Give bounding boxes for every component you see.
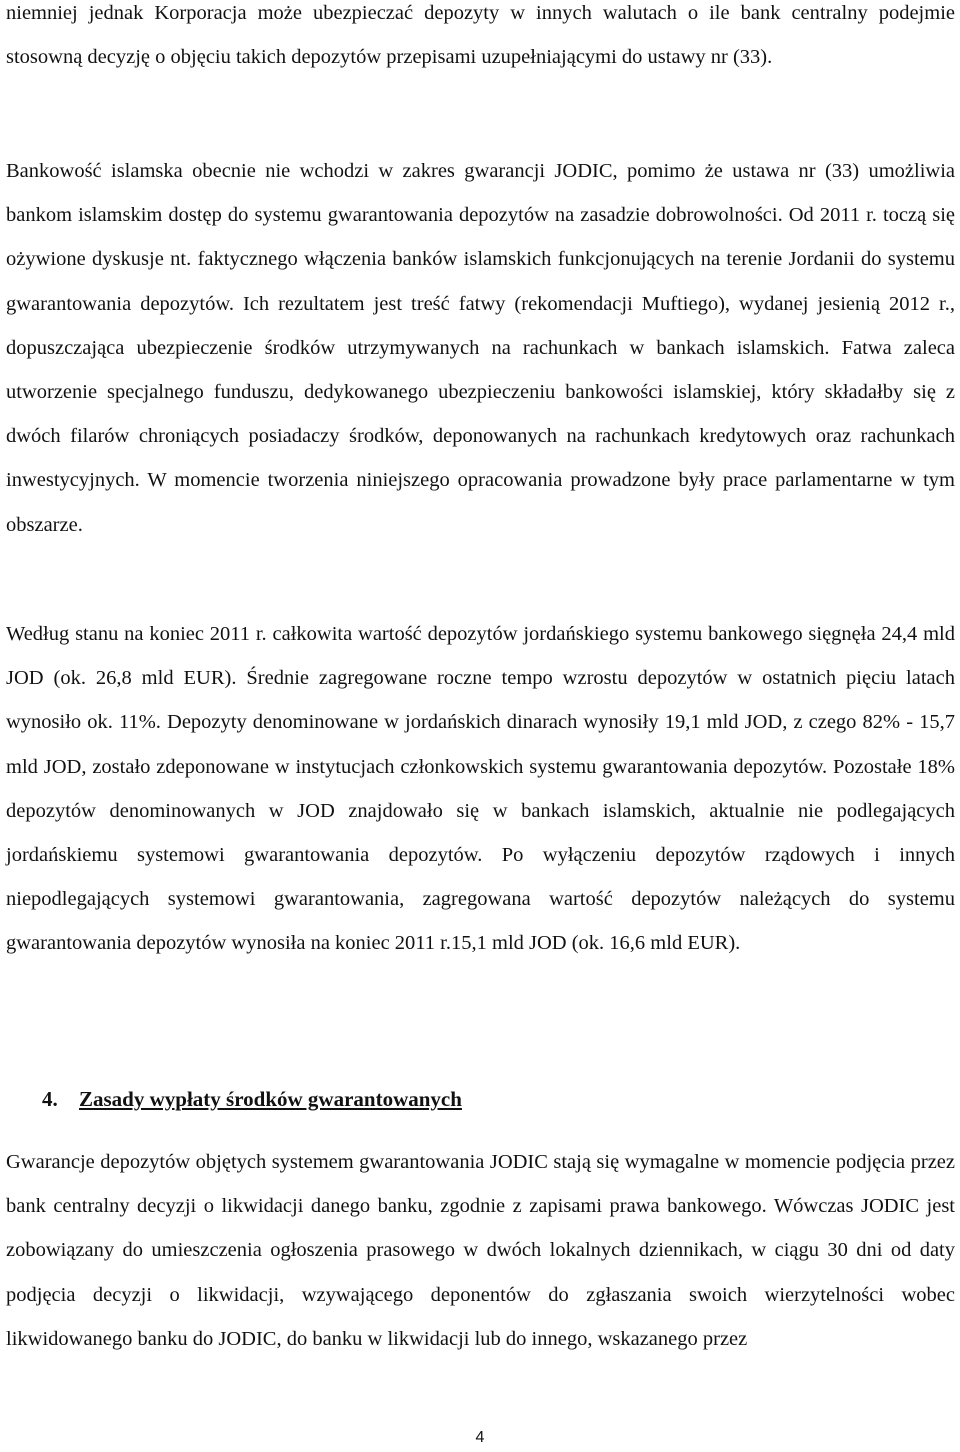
section-title: Zasady wypłaty środków gwarantowanych	[79, 1087, 462, 1111]
paragraph-payout-rules: Gwarancje depozytów objętych systemem gwarantowania JODIC stają się wymagalne w momencie podjęcia przez bank centralny decyzji o likwidacji danego banku, zgodnie z zapisami prawa bankowego. Wówczas JODIC jest zobowiązany do umieszczenia ogłoszenia prasowego w dwóch lokalnych dziennikach, w ciągu 30 dni od daty podjęcia decyzji o likwidacji, wzywającego deponentów do zgłaszania swoich wierzytelności wobec likwidowanego banku do JODIC, do banku w likwidacji lub do innego, wskazanego przez	[6, 1151, 955, 1350]
paragraph-islamic-banking: Bankowość islamska obecnie nie wchodzi w zakres gwarancji JODIC, pomimo że ustawa nr (33) umożliwia bankom islamskim dostęp do systemu gwarantowania depozytów na zasadzie dobrowolności. Od 2011 r. toczą się ożywione dyskusje nt. faktycznego włączenia banków islamskich funkcjonujących na terenie Jordanii do systemu gwarantowania depozytów. Ich rezultatem jest treść fatwy (rekomendacji Muftiego), wydanej jesienią 2012 r., dopuszczająca ubezpieczenie środków utrzymywanych na rachunkach w bankach islamskich. Fatwa zaleca utworzenie specjalnego funduszu, dedykowanego ubezpieczeniu bankowości islamskiej, który składałby się z dwóch filarów chroniących posiadaczy środków, deponowanych na rachunkach kredytowych oraz rachunkach inwestycyjnych. W momencie tworzenia niniejszego opracowania prowadzone były prace parlamentarne w tym obszarze.	[6, 160, 955, 536]
page-number: 4	[475, 1429, 485, 1446]
paragraph-deposit-currencies: niemniej jednak Korporacja może ubezpieczać depozyty w innych walutach o ile bank centralny podejmie stosowną decyzję o objęciu takich depozytów przepisami uzupełniającymi do ustawy nr (33).	[6, 2, 955, 69]
paragraph-deposit-statistics: Według stanu na koniec 2011 r. całkowita wartość depozytów jordańskiego systemu bankowego sięgnęła 24,4 mld JOD (ok. 26,8 mld EUR). Średnie zagregowane roczne tempo wzrostu depozytów w ostatnich pięciu latach wynosiło ok. 11%. Depozyty denominowane w jordańskich dinarach wynosiły 19,1 mld JOD, z czego 82% - 15,7 mld JOD, zostało zdeponowane w instytucjach członkowskich systemu gwarantowania depozytów. Pozostałe 18% depozytów denominowanych w JOD znajdowało się w bankach islamskich, aktualnie nie podlegających jordańskiemu systemowi gwarantowania depozytów. Po wyłączeniu depozytów rządowych i innych niepodlegających systemowi gwarantowania, zagregowana wartość depozytów należących do systemu gwarantowania depozytów wynosiła na koniec 2011 r.15,1 mld JOD (ok. 16,6 mld EUR).	[6, 623, 955, 955]
section-heading	[42, 1080, 462, 1118]
section-number: 4.	[42, 1087, 58, 1111]
